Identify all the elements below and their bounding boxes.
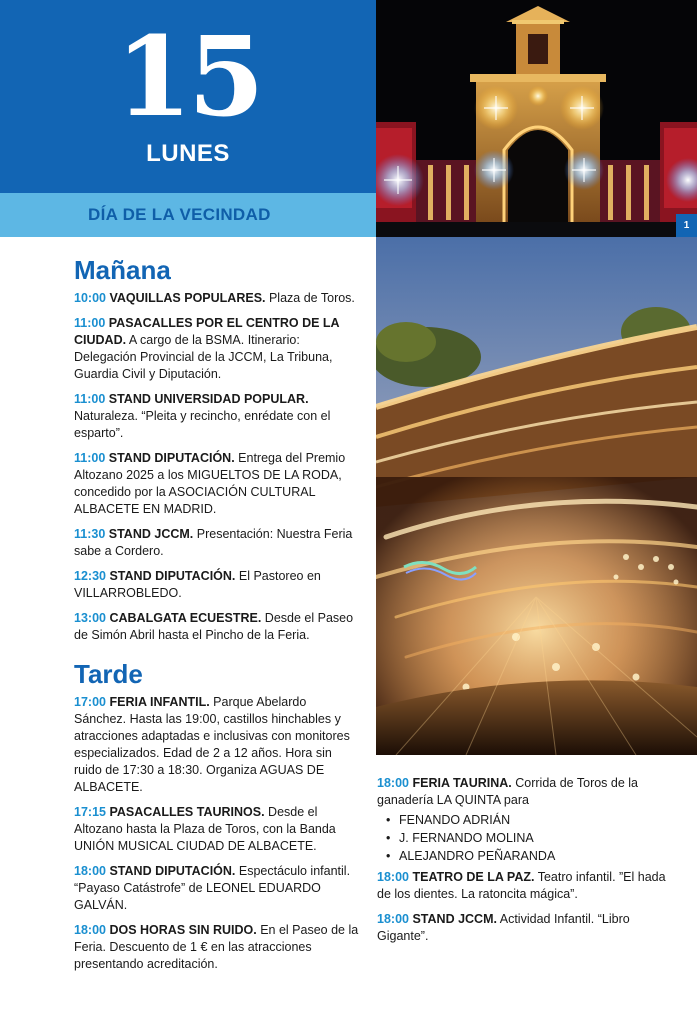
event-title: VAQUILLAS POPULARES.: [109, 291, 266, 305]
event-entry: [74, 526, 359, 560]
event-entry: [74, 450, 359, 518]
event-time: 18:00: [74, 864, 106, 878]
event-entry: [377, 775, 667, 809]
morning-heading: Mañana: [74, 255, 171, 285]
event-time: 11:00: [74, 392, 106, 406]
event-time: 10:00: [74, 291, 106, 305]
bullfighter-name: • J. FERNANDO MOLINA: [377, 829, 667, 847]
event-title: CABALGATA ECUESTRE.: [109, 611, 262, 625]
event-description: Presentación: Nuestra Feria sabe a Cordero.: [74, 527, 353, 558]
event-title: STAND DIPUTACIÓN.: [108, 451, 235, 465]
event-entry: [74, 315, 359, 383]
event-title: STAND DIPUTACIÓN.: [109, 864, 236, 878]
event-description: En el Paseo de la Feria. Descuento de 1 € en las atracciones presentando acreditación.: [74, 923, 359, 971]
event-time: 11:00: [74, 451, 106, 465]
event-entry: [74, 804, 359, 855]
carousel-illustration: [376, 237, 697, 755]
event-time: 18:00: [74, 923, 106, 937]
event-description: Actividad Infantil. “Libro Gigante”.: [377, 912, 630, 943]
event-time: 17:00: [74, 695, 106, 709]
event-entry: [74, 863, 359, 914]
event-time: 18:00: [377, 870, 409, 884]
event-title: STAND DIPUTACIÓN.: [109, 569, 236, 583]
event-description: Desde el Paseo de Simón Abril hasta el Pincho de la Feria.: [74, 611, 354, 642]
event-description: Entrega del Premio Altozano 2025 a los MIGUELTOS DE LA RODA, concedido por la ASOCIACIÓN CULTURAL ALBACETE EN MADRID.: [74, 451, 346, 516]
event-title: FERIA TAURINA.: [412, 776, 512, 790]
event-entry: [74, 568, 359, 602]
event-time: 11:00: [74, 316, 106, 330]
event-entry: [377, 869, 667, 903]
event-description: Teatro infantil. ”El hada de los dientes. La ratoncita mágica”.: [377, 870, 666, 901]
event-description: Parque Abelardo Sánchez. Hasta las 19:00, castillos hinchables y atracciones adaptadas e inclusivas con monitores especializados. Edad de 2 a 12 años. Hora sin ruido de 17:30 a 18:30. Organiza AGUAS DE ALBACETE.: [74, 695, 350, 794]
event-description: Corrida de Toros de la ganadería LA QUINTA para: [377, 776, 639, 807]
event-entry: [377, 911, 667, 945]
event-description: Plaza de Toros.: [265, 291, 355, 305]
afternoon-entries: [74, 694, 359, 973]
event-title: FERIA INFANTIL.: [109, 695, 210, 709]
event-time: 11:30: [74, 527, 106, 541]
event-description: Espectáculo infantil. “Payaso Catástrofe” de LEONEL EDUARDO GALVÁN.: [74, 864, 351, 912]
event-title: STAND JCCM.: [108, 527, 194, 541]
event-entry: [74, 391, 359, 442]
schedule-right-column: [377, 775, 667, 953]
event-time: 12:30: [74, 569, 106, 583]
event-title: TEATRO DE LA PAZ.: [412, 870, 535, 884]
event-description: El Pastoreo en VILLARROBLEDO.: [74, 569, 321, 600]
right-entries: [377, 869, 667, 945]
event-title: STAND JCCM.: [412, 912, 497, 926]
event-entry: [74, 694, 359, 796]
event-time: 18:00: [377, 912, 409, 926]
event-title: STAND UNIVERSIDAD POPULAR.: [108, 392, 309, 406]
gate-photo: [376, 0, 697, 237]
event-time: 17:15: [74, 805, 106, 819]
bullfighter-list: [377, 811, 667, 865]
carousel-photo: [376, 237, 697, 755]
event-title: DOS HORAS SIN RUIDO.: [109, 923, 257, 937]
event-time: 18:00: [377, 776, 409, 790]
event-entry: [74, 610, 359, 644]
event-description: Naturaleza. “Pleita y recincho, enrédate con el esparto”.: [74, 409, 331, 440]
event-time: 13:00: [74, 611, 106, 625]
bullfighter-name: • ALEJANDRO PEÑARANDA: [377, 847, 667, 865]
event-description: A cargo de la BSMA. Itinerario: Delegación Provincial de la JCCM, La Tribuna, Guardia Civil y Diputación.: [74, 333, 333, 381]
morning-entries: [74, 290, 359, 644]
event-entry: [74, 922, 359, 973]
gate-illustration: [376, 0, 697, 237]
event-title: PASACALLES TAURINOS.: [109, 805, 265, 819]
event-title: PASACALLES POR EL CENTRO DE LA CIUDAD.: [74, 316, 340, 347]
event-entry: [74, 290, 359, 307]
event-description: Desde el Altozano hasta la Plaza de Toros, con la Banda UNIÓN MUSICAL CIUDAD DE ALBACETE.: [74, 805, 336, 853]
bullfighter-name: • FENANDO ADRIÁN: [377, 811, 667, 829]
afternoon-heading: Tarde: [74, 659, 143, 689]
band-title: DÍA DE LA VECINDAD: [88, 205, 271, 224]
day-number: 15: [115, 12, 261, 141]
schedule-left-column: [74, 254, 359, 981]
day-name: LUNES: [146, 140, 230, 167]
page-number-badge: 1: [676, 214, 697, 237]
